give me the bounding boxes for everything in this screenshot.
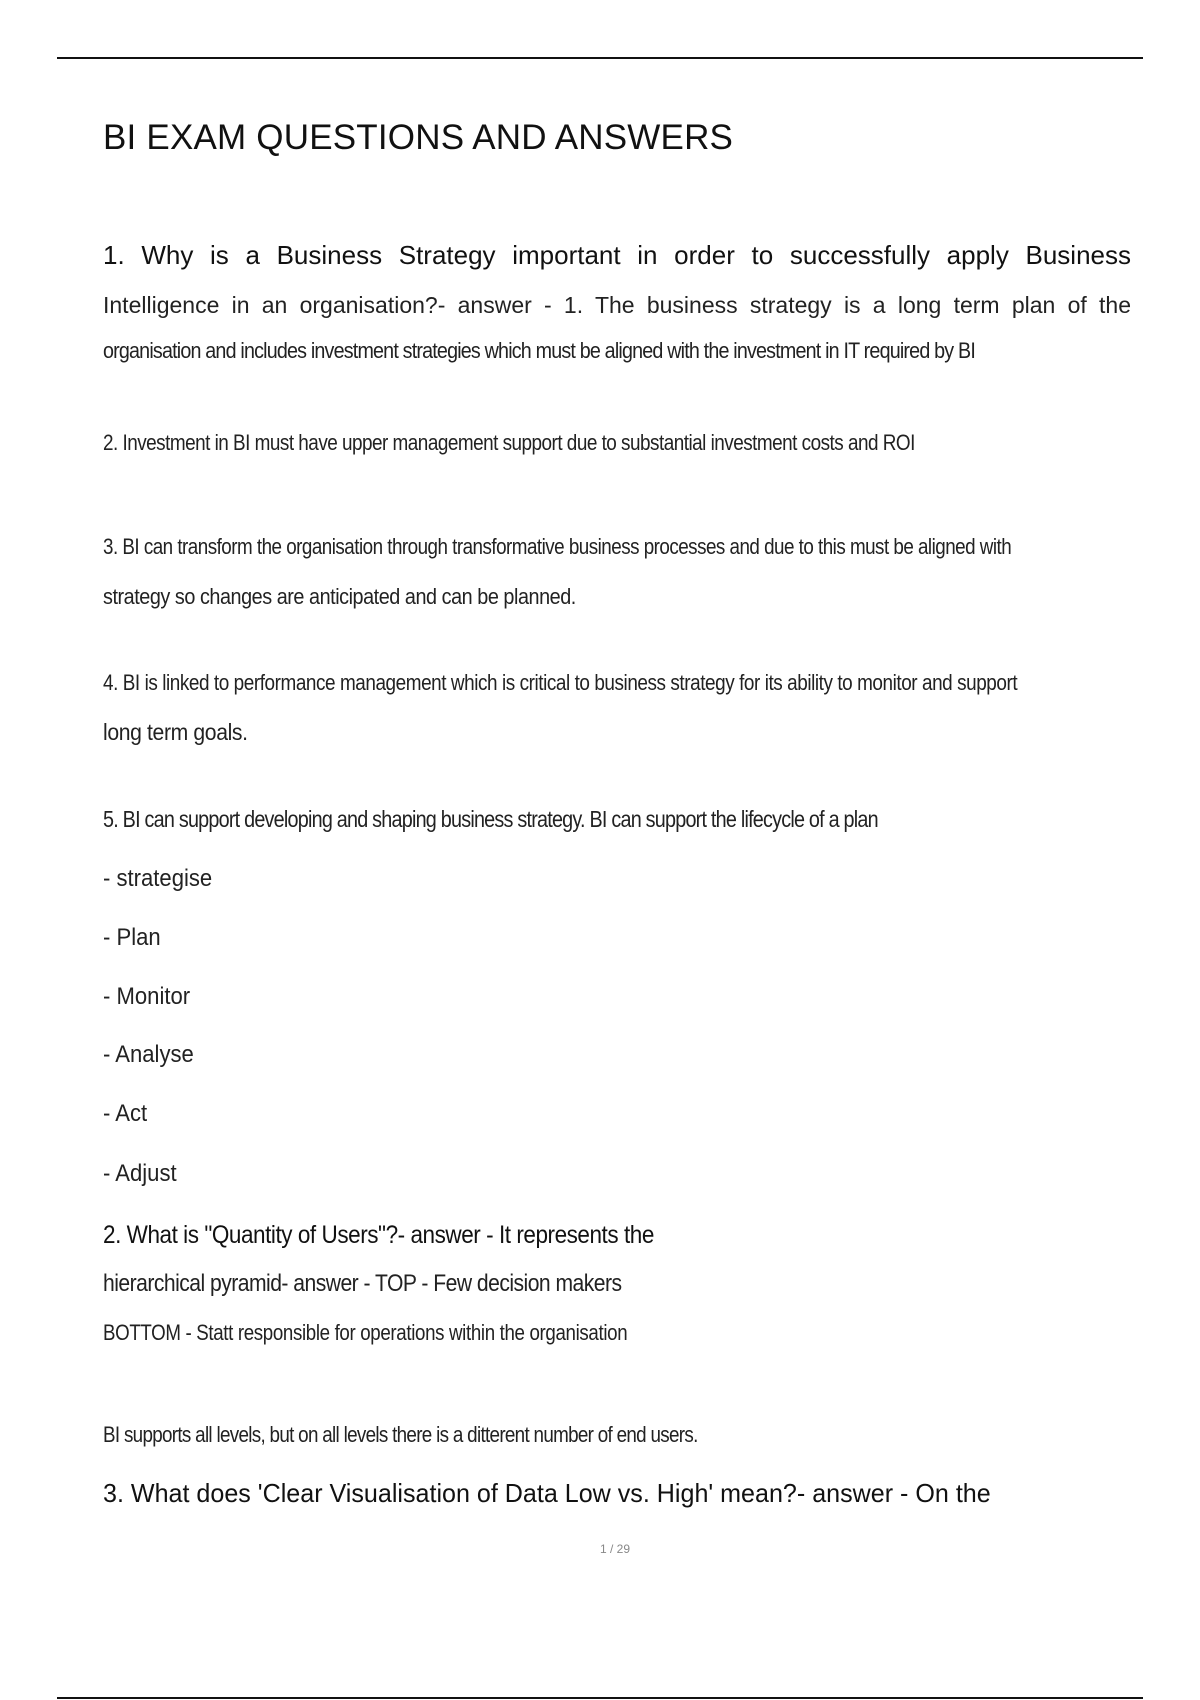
question-2-answer <box>103 1270 1131 1298</box>
question-1-line-3: organisation and includes investment strategies which must be aligned with the investment in IT required by BI <box>103 338 975 363</box>
lifecycle-item-analyse: - Analyse <box>103 1041 194 1068</box>
question-2-line-4: BI supports all levels, but on all levels there is a ditterent number of end users. <box>103 1422 698 1447</box>
question-2-note <box>103 1422 1131 1448</box>
question-1-answer <box>103 288 1131 328</box>
question-2-answer-bottom <box>103 1320 1131 1346</box>
lifecycle-item-plan: - Plan <box>103 924 161 951</box>
answer-point-5-line-1: 5. BI can support developing and shaping business strategy. BI can support the lifecycle of a plan <box>103 806 878 832</box>
page-number: 1 / 29 <box>599 1542 631 1556</box>
question-2-line-3: BOTTOM - Statt responsible for operations within the organisation <box>103 1320 628 1345</box>
question-1-line-1: 1. Why is a Business Strategy important in order to successfully apply Business <box>103 240 1131 270</box>
question-2 <box>103 1221 1131 1250</box>
question-1 <box>103 238 1131 278</box>
question-2-line-1: 2. What is "Quantity of Users"?- answer - It represents the <box>103 1221 654 1249</box>
answer-point-4-line-1: 4. BI is linked to performance management which is critical to business strategy for its ability to monitor and support <box>103 670 1018 695</box>
answer-point-4-cont <box>103 719 1131 746</box>
lifecycle-item-act: - Act <box>103 1100 148 1127</box>
answer-point-3-cont <box>103 584 1131 610</box>
question-3 <box>103 1478 1131 1509</box>
question-1-line-2: Intelligence in an organisation?- answer - 1. The business strategy is a long term plan of the <box>103 292 1131 318</box>
lifecycle-item-adjust: - Adjust <box>103 1160 177 1187</box>
question-1-answer-cont <box>103 338 1131 372</box>
footer-rule <box>57 1697 1143 1699</box>
question-3-line-1: 3. What does 'Clear Visualisation of Data Low vs. High' mean?- answer - On the <box>103 1478 991 1508</box>
lifecycle-item-monitor: - Monitor <box>103 983 191 1010</box>
answer-point-5 <box>103 806 1131 833</box>
answer-point-2 <box>103 430 1131 456</box>
answer-point-3-line-2: strategy so changes are anticipated and can be planned. <box>103 584 576 609</box>
question-2-line-2: hierarchical pyramid- answer - TOP - Few decision makers <box>103 1270 622 1297</box>
answer-point-2-line-1: 2. Investment in BI must have upper management support due to substantial investment costs and ROI <box>103 430 915 455</box>
header-rule <box>57 57 1143 59</box>
answer-point-4-line-2: long term goals. <box>103 719 248 745</box>
document-title: BI EXAM QUESTIONS AND ANSWERS <box>103 118 734 157</box>
lifecycle-item-strategise: - strategise <box>103 865 213 892</box>
answer-point-3 <box>103 534 1131 560</box>
answer-point-4 <box>103 670 1131 696</box>
answer-point-3-line-1: 3. BI can transform the organisation through transformative business processes and due to this must be aligned with <box>103 534 1012 559</box>
